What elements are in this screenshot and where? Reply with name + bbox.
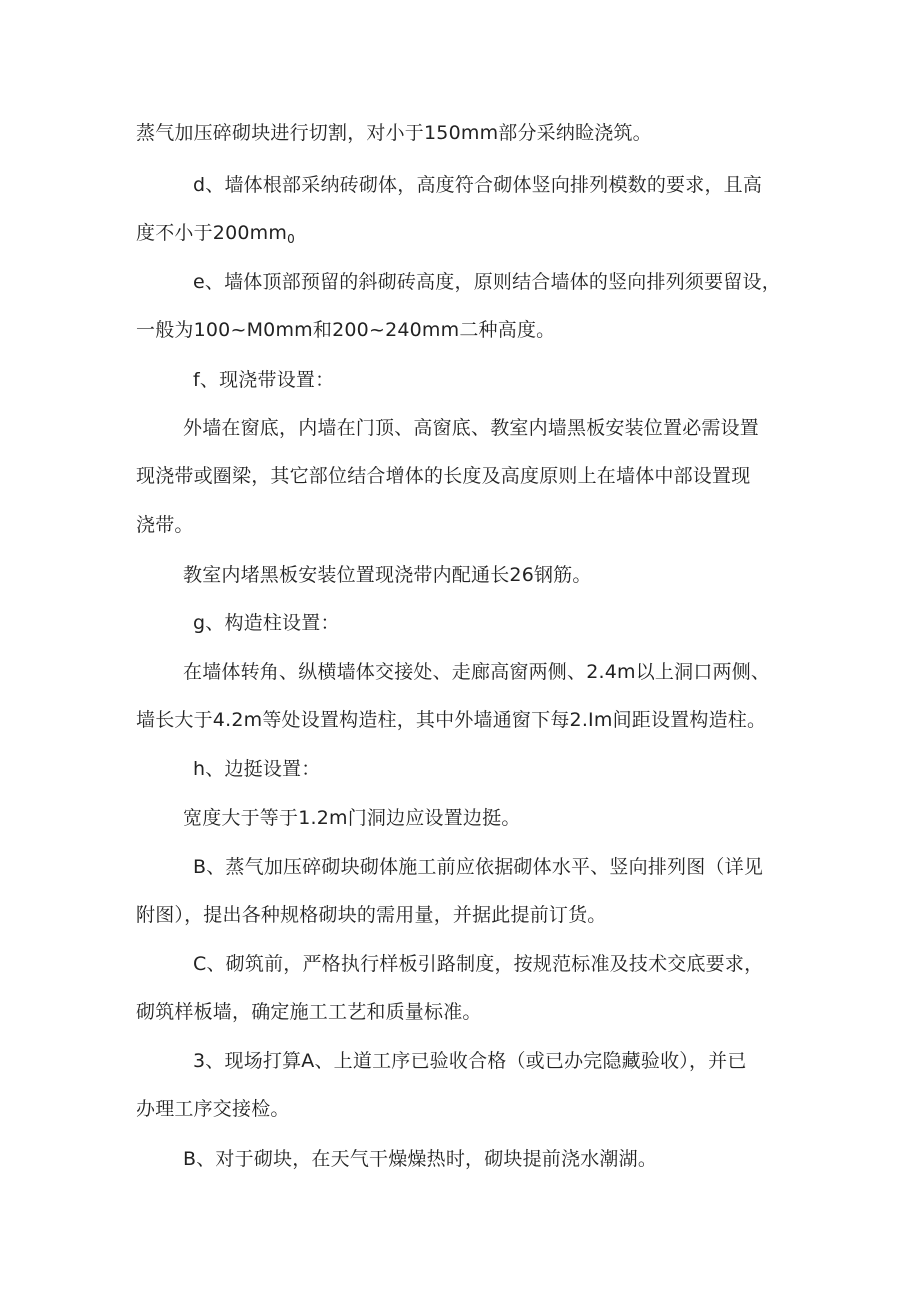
text-line: 蒸气加压碎砌块进行切割，对小于150mm部分采纳睑浇筑。 — [136, 122, 652, 144]
text-line: 现浇带或圈梁，其它部位结合增体的长度及高度原则上在墙体中部设置现 — [136, 465, 751, 487]
section-heading: g、构造柱设置： — [193, 612, 340, 634]
text-line: e、墙体顶部预留的斜砌砖高度，原则结合墙体的竖向排列须要留设， — [193, 271, 781, 293]
text-line: 墙长大于4.2m等处设置构造柱，其中外墙通窗下每2.Im间距设置构造柱。 — [136, 709, 767, 731]
text-line: d、墙体根部采纳砖砌体，高度符合砌体竖向排列模数的要求，且高 — [193, 174, 763, 196]
text-fragment: 度不小于200mm — [136, 222, 288, 244]
text-line: 附图），提出各种规格砌块的需用量，并据此提前订货。 — [136, 904, 607, 926]
text-line: B、对于砌块，在天气干燥燥热时，砌块提前浇水潮湖。 — [183, 1148, 658, 1170]
text-line: C、砌筑前，严格执行样板引路制度，按规范标准及技术交底要求， — [193, 953, 764, 975]
text-line: 教室内堵黑板安装位置现浇带内配通长26钢筋。 — [183, 564, 592, 586]
text-line: 3、现场打算A、上道工序已验收合格（或已办完隐藏验收），并已 — [193, 1050, 747, 1072]
text-line — [136, 221, 295, 251]
text-line: 砌筑样板墙，确定施工工艺和质量标准。 — [136, 1001, 482, 1023]
text-line: 浇带。 — [136, 514, 194, 536]
text-line: 办理工序交接检。 — [136, 1098, 290, 1120]
section-heading: f、现浇带设置： — [193, 369, 335, 391]
text-line: 宽度大于等于1.2m门洞边应设置边挺。 — [183, 807, 521, 829]
section-heading: h、边挺设置： — [193, 758, 321, 780]
subscript-fragment: 0 — [287, 232, 295, 246]
text-line: 在墙体转角、纵横墙体交接处、走廊高窗两侧、2.4m以上洞口两侧、 — [183, 661, 771, 683]
text-line: 一般为100~M0mm和200~240mm二种高度。 — [136, 319, 556, 341]
text-line: 外墙在窗底，内墙在门顶、高窗底、教室内墙黑板安装位置必需设置 — [183, 417, 760, 439]
text-line: B、蒸气加压碎砌块砌体施工前应依据砌体水平、竖向排列图（详见 — [193, 856, 764, 878]
